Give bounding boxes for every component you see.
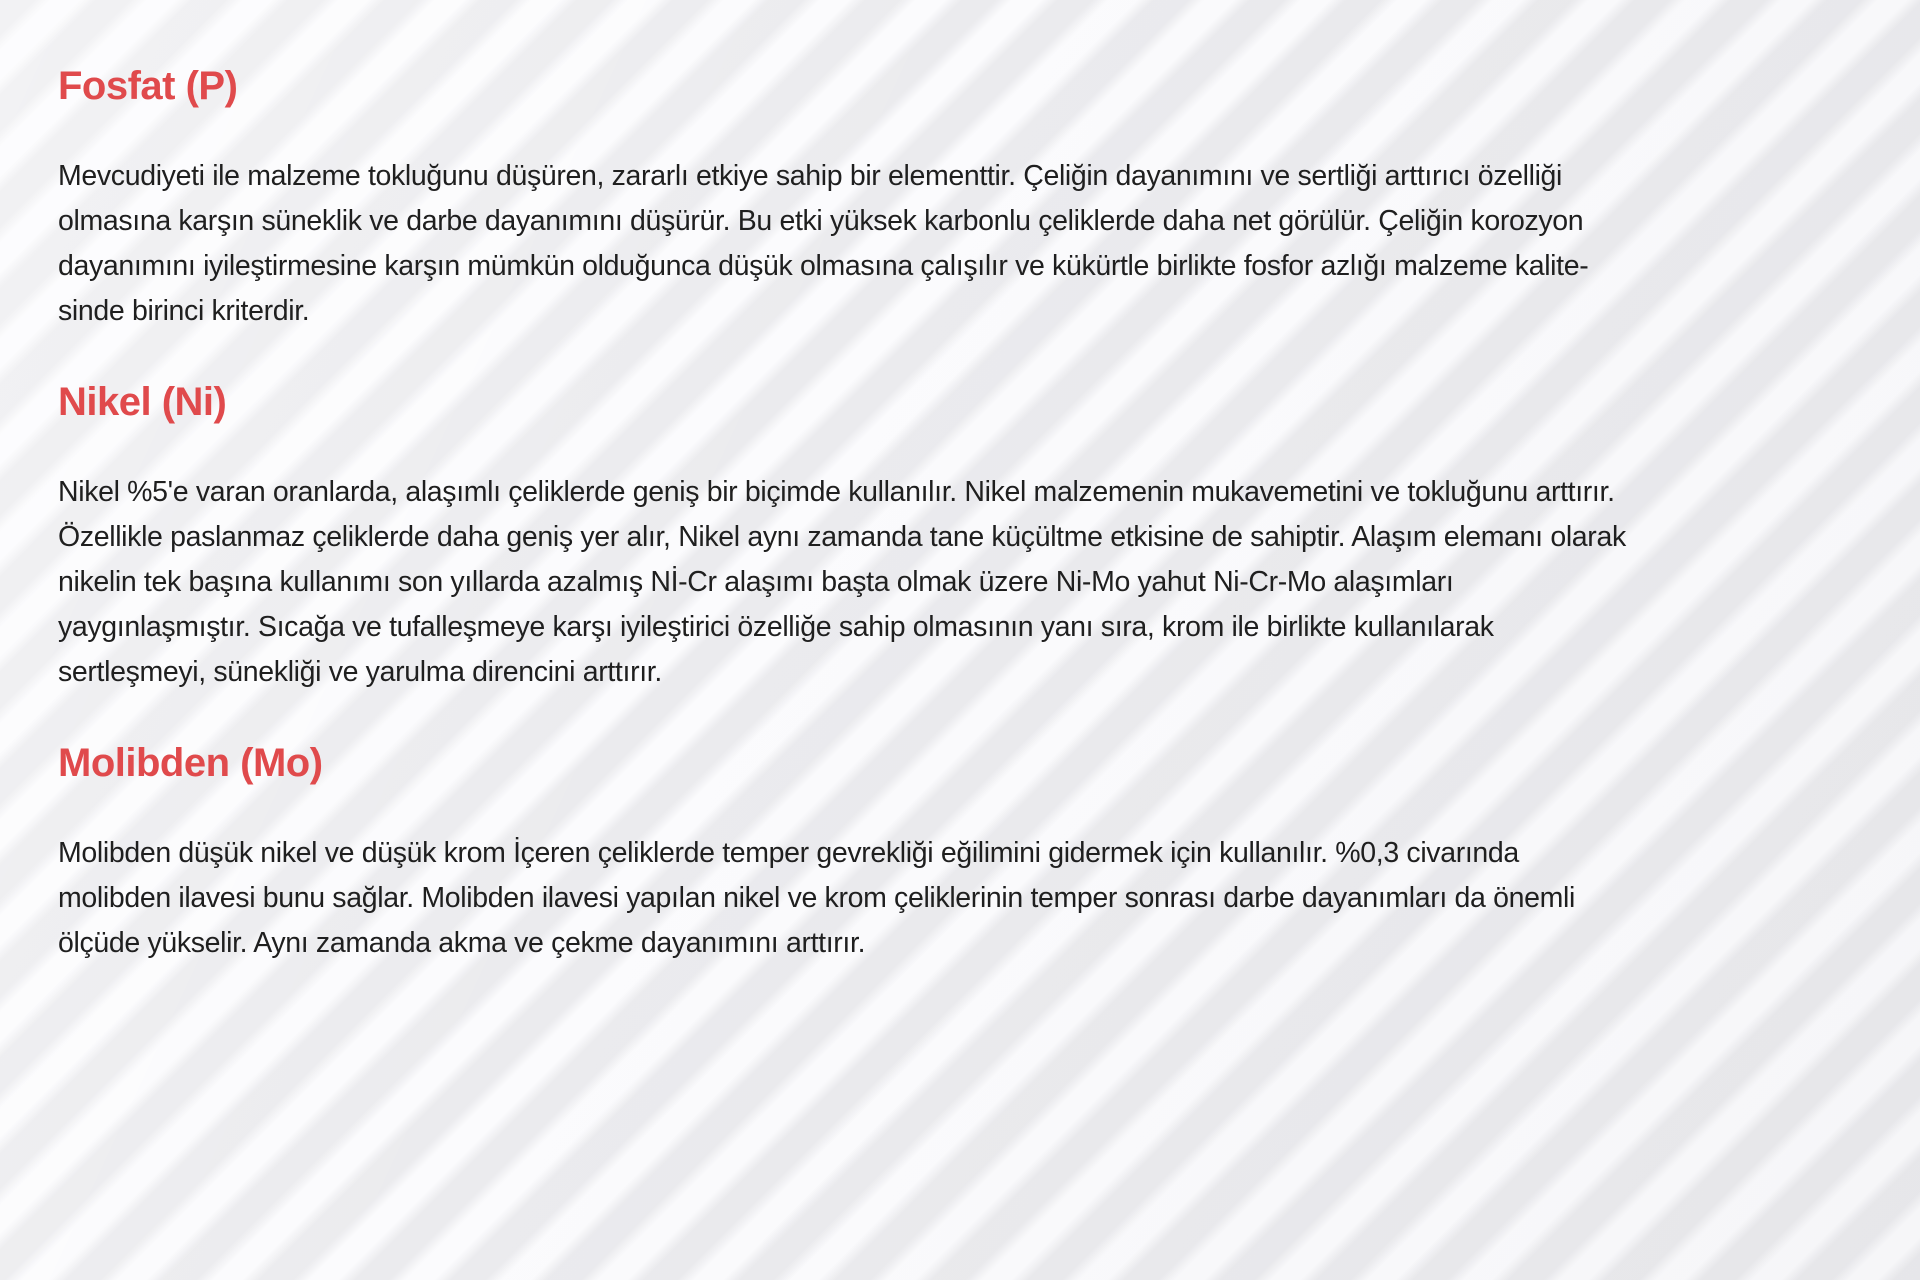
text-line: Mevcudiyeti ile malzeme tokluğunu düşüren, zararlı etkiye sahip bir elementtir. Çeliğin dayanımını ve sertliği arttırıcı özelliği (58, 160, 1563, 192)
section-nikel (58, 378, 1862, 695)
section-paragraph-nikel (58, 470, 1862, 695)
section-paragraph-molibden (58, 831, 1862, 966)
text-line: ölçüde yükselir. Aynı zamanda akma ve çekme dayanımını arttırır. (58, 927, 866, 959)
section-heading-fosfat: Fosfat (P) (58, 64, 238, 108)
text-line: Özellikle paslanmaz çeliklerde daha geniş yer alır, Nikel aynı zamanda tane küçültme etkisine de sahiptir. Alaşım elemanı olarak (58, 521, 1626, 553)
section-molibden (58, 739, 1862, 966)
text-line: olmasına karşın süneklik ve darbe dayanımını düşürür. Bu etki yüksek karbonlu çeliklerde daha net görülür. Çeliğin korozyon (58, 205, 1584, 237)
text-line: sertleşmeyi, sünekliği ve yarulma direncini arttırır. (58, 656, 662, 688)
section-heading-nikel: Nikel (Ni) (58, 380, 227, 424)
text-line: Molibden düşük nikel ve düşük krom İçeren çeliklerde temper gevrekliği eğilimini gidermek için kullanılır. %0,3 civarında (58, 837, 1519, 869)
text-line: Nikel %5'e varan oranlarda, alaşımlı çeliklerde geniş bir biçimde kullanılır. Nikel malzemenin mukavemetini ve tokluğunu arttırır. (58, 476, 1615, 508)
section-paragraph-fosfat (58, 154, 1862, 334)
text-line: dayanımını iyileştirmesine karşın mümkün olduğunca düşük olmasına çalışılır ve kükürtle birlikte fosfor azlığı malzeme kalite- (58, 250, 1589, 282)
text-line: molibden ilavesi bunu sağlar. Molibden ilavesi yapılan nikel ve krom çeliklerinin temper sonrası darbe dayanımları da önemli (58, 882, 1575, 914)
section-heading-molibden: Molibden (Mo) (58, 741, 323, 785)
text-line: yaygınlaşmıştır. Sıcağa ve tufalleşmeye karşı iyileştirici özelliğe sahip olmasının yanı sıra, krom ile birlikte kullanılarak (58, 611, 1494, 643)
section-fosfat (58, 62, 1862, 334)
text-line: nikelin tek başına kullanımı son yıllarda azalmış Nİ-Cr alaşımı başta olmak üzere Ni-Mo yahut Ni-Cr-Mo alaşımları (58, 566, 1454, 598)
text-line: sinde birinci kriterdir. (58, 295, 310, 327)
